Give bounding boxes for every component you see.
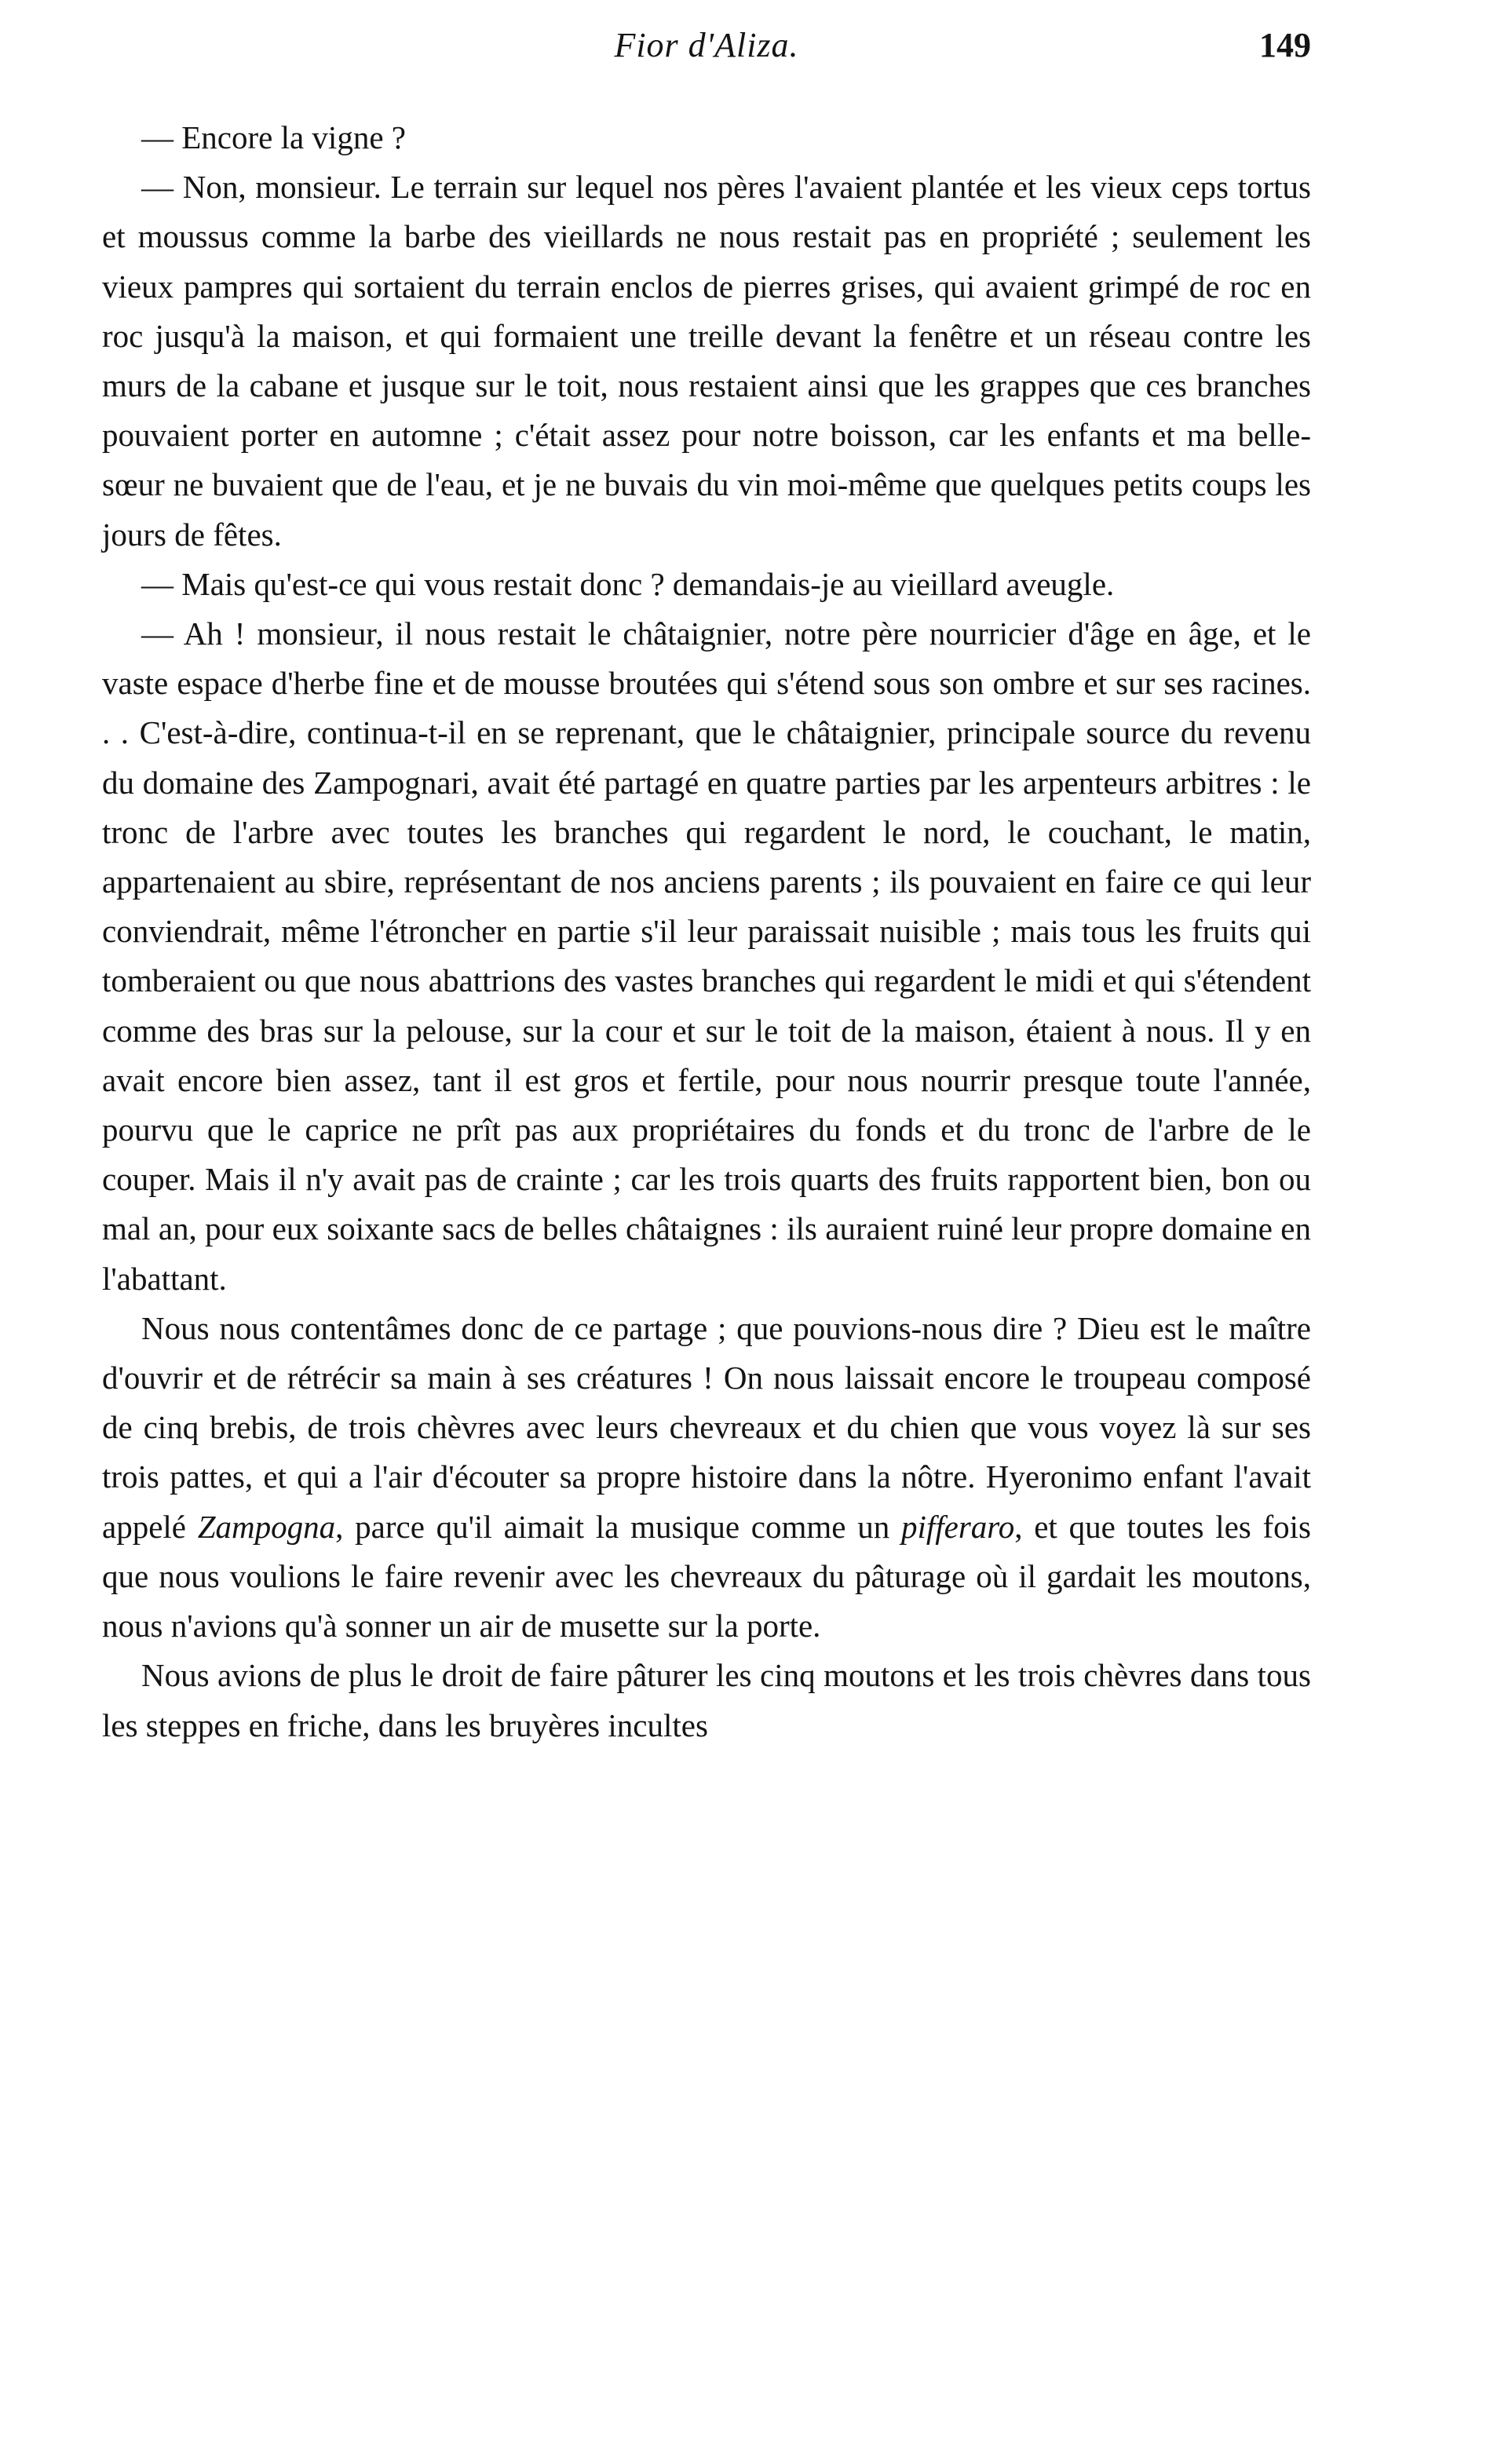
running-head xyxy=(102,22,1311,69)
paragraph-1: — Encore la vigne ? xyxy=(141,119,406,155)
paragraph-5-text-c: , et que toutes les fois que nous voulions le faire revenir avec les chevreaux du pâturage où il gardait les moutons, nous n'avions qu'à sonner un air de musette sur la porte. xyxy=(102,1508,1311,1644)
paragraph-5 xyxy=(102,1304,1311,1651)
italic-pifferaro: pifferaro xyxy=(900,1508,1015,1545)
page-number: 149 xyxy=(1259,26,1311,64)
paragraph-6: Nous avions de plus le droit de faire pâturer les cinq moutons et les trois chèvres dans tous les steppes en friche, dans les bruyères incultes xyxy=(102,1657,1311,1743)
paragraph-3: — Mais qu'est-ce qui vous restait donc ? demandais-je au vieillard aveugle. xyxy=(141,565,1115,602)
paragraph-5-text-a: Nous nous contentâmes donc de ce partage ; que pouvions-nous dire ? Dieu est le maître d'ouvrir et de rétrécir sa main à ses créatures ! On nous laissait encore le troupeau composé de cinq brebis, de trois chèvres avec leurs chevreaux et du chien que vous voyez là sur ses trois pattes, et qui a l'air d'écouter sa propre histoire dans la nôtre. Hyeronimo enfant l'avait appelé xyxy=(102,1309,1311,1545)
paragraph-5-text-b: , parce qu'il aimait la musique comme un xyxy=(335,1508,890,1545)
running-title: Fior d'Aliza. xyxy=(614,26,799,64)
paragraph-2: — Non, monsieur. Le terrain sur lequel nos pères l'avaient plantée et les vieux ceps tortus et moussus comme la barbe des vieillards ne nous restait pas en propriété ; seulement les vieux pampres qui sortaient du terrain enclos de pierres grises, qui avaient grimpé de roc en roc jusqu'à la maison, et qui formaient une treille devant la fenêtre et un réseau contre les murs de la cabane et jusque sur le toit, nous restaient ainsi que les grappes que ces branches pouvaient porter en automne ; c'était assez pour notre boisson, car les enfants et ma belle-sœur ne buvaient que de l'eau, et je ne buvais du vin moi-même que quelques petits coups les jours de fêtes. xyxy=(102,169,1311,553)
paragraph-4: — Ah ! monsieur, il nous restait le châtaignier, notre père nourricier d'âge en âge, et le vaste espace d'herbe fine et de mousse broutées qui s'étend sous son ombre et sur ses racines. . . C'est-à-dire, continua-t-il en se reprenant, que le châtaignier, principale source du revenu du domaine des Zampognari, avait été partagé en quatre parties par les arpenteurs arbitres : le tronc de l'arbre avec toutes les branches qui regardent le nord, le couchant, le matin, appartenaient au sbire, représentant de nos anciens parents ; ils pouvaient en faire ce qui leur conviendrait, même l'étroncher en partie s'il leur paraissait nuisible ; mais tous les fruits qui tomberaient ou que nous abattrions des vastes branches qui regardent le midi et qui s'étendent comme des bras sur la pelouse, sur la cour et sur le toit de la maison, étaient à nous. Il y en avait encore bien assez, tant il est gros et fertile, pour nous nourrir presque toute l'année, pourvu que le caprice ne prît pas aux propriétaires du fonds et du tronc de l'arbre de le couper. Mais il n'y avait pas de crainte ; car les trois quarts des fruits rapportent bien, bon ou mal an, pour eux soixante sacs de belles châtaignes : ils auraient ruiné leur propre domaine en l'abattant. xyxy=(102,615,1311,1297)
italic-zampogna: Zampogna xyxy=(197,1508,336,1545)
body-text xyxy=(102,113,1311,1750)
